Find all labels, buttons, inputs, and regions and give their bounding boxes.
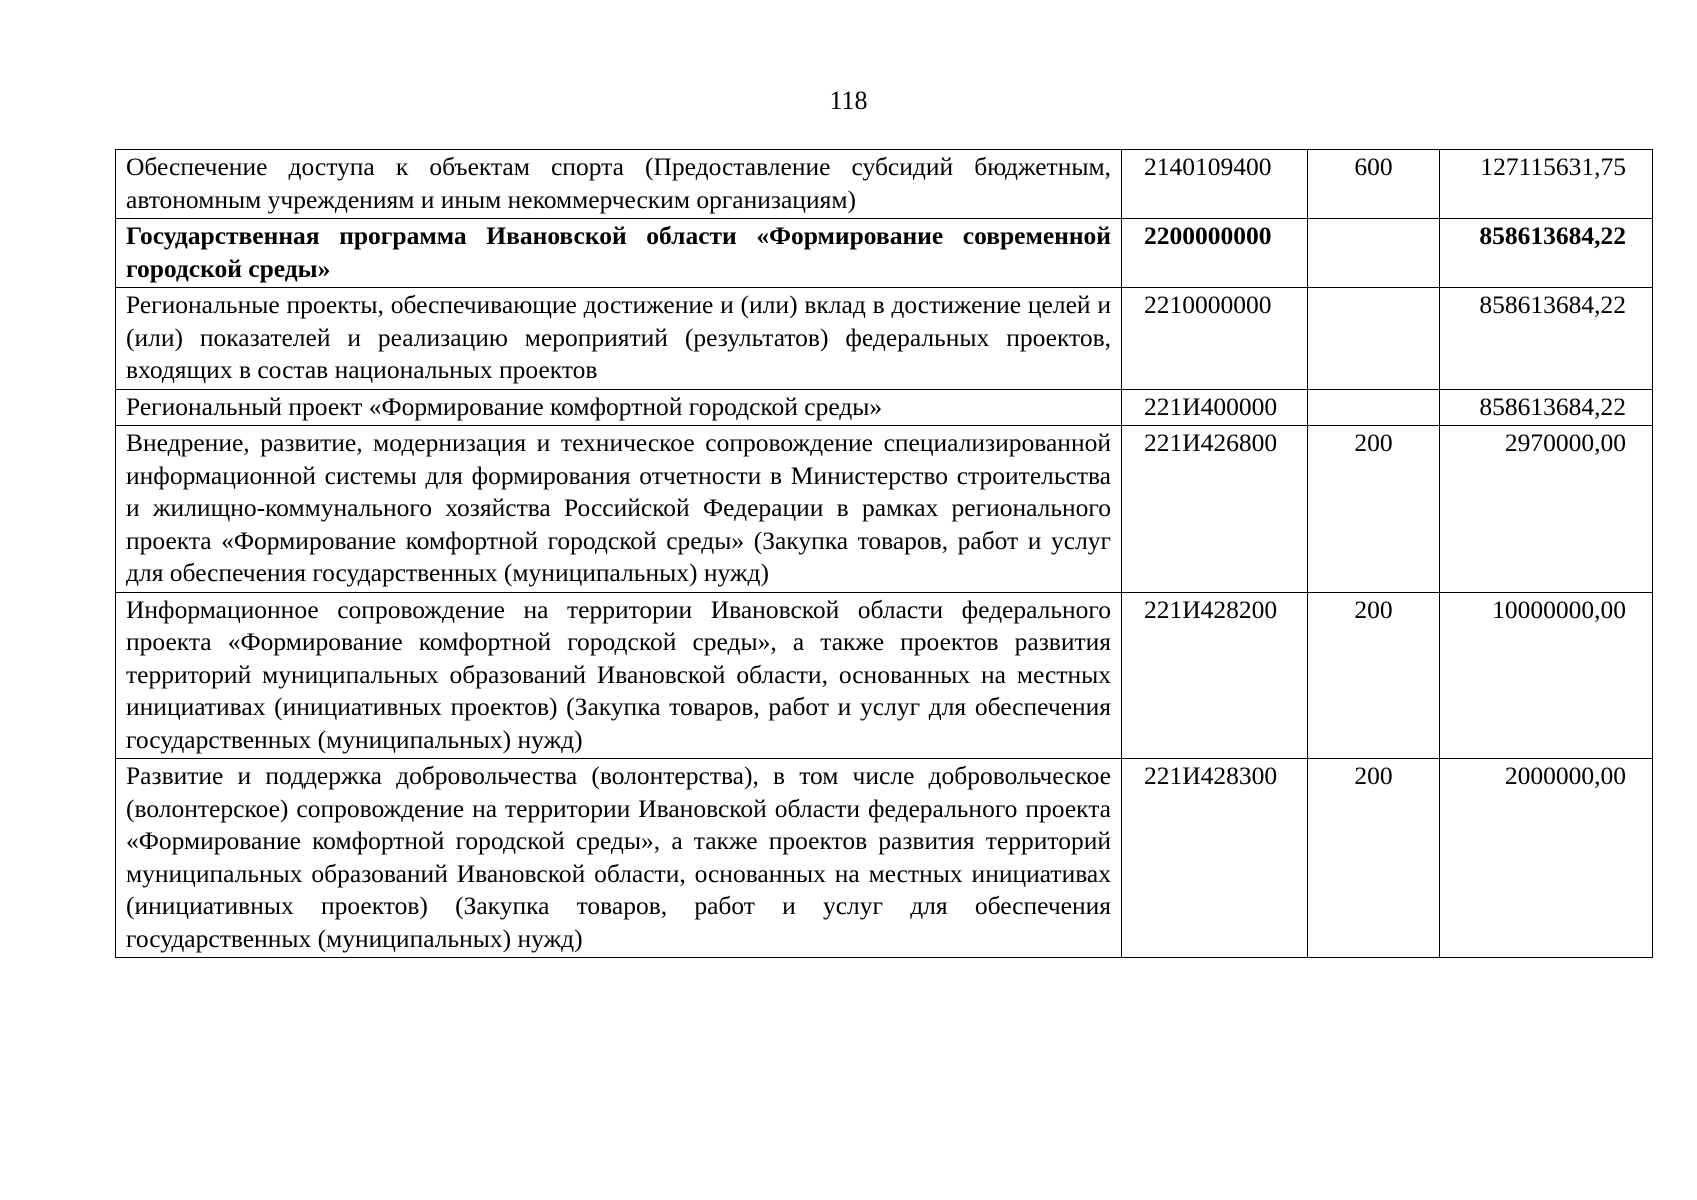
table-row	[116, 288, 1653, 390]
table-row	[116, 219, 1653, 288]
table-row	[116, 426, 1653, 593]
row-name-cell: Региональный проект «Формирование комфортной городской среды»	[116, 389, 1122, 426]
row-name-cell: Развитие и поддержка добровольчества (волонтерства), в том числе добровольческое (волонтерское) сопровождение на территории Ивановской области федерального проекта «Формирование комфортной городской среды», а также проектов развития территорий муниципальных образований Ивановской области, основанных на местных инициативах (инициативных проектов) (Закупка товаров, работ и услуг для обеспечения государственных (муниципальных) нужд)	[116, 759, 1122, 958]
row-type-cell: 200	[1308, 426, 1440, 593]
row-code-cell: 221И428300	[1122, 759, 1308, 958]
budget-table	[115, 149, 1653, 958]
row-name-cell: Государственная программа Ивановской области «Формирование современной городской среды»	[116, 219, 1122, 288]
row-sum-cell: 127115631,75	[1440, 150, 1653, 219]
row-name-cell: Региональные проекты, обеспечивающие достижение и (или) вклад в достижение целей и (или) показателей и реализацию мероприятий (результатов) федеральных проектов, входящих в состав национальных проектов	[116, 288, 1122, 390]
table-row	[116, 759, 1653, 958]
row-sum-cell: 2970000,00	[1440, 426, 1653, 593]
row-code-cell: 2140109400	[1122, 150, 1308, 219]
table-row	[116, 389, 1653, 426]
row-type-cell	[1308, 219, 1440, 288]
table-row	[116, 592, 1653, 759]
row-sum-cell: 10000000,00	[1440, 592, 1653, 759]
row-name-cell: Информационное сопровождение на территории Ивановской области федерального проекта «Формирование комфортной городской среды», а также проектов развития территорий муниципальных образований Ивановской области, основанных на местных инициативах (инициативных проектов) (Закупка товаров, работ и услуг для обеспечения государственных (муниципальных) нужд)	[116, 592, 1122, 759]
row-name-cell: Внедрение, развитие, модернизация и техническое сопровождение специализированной информационной системы для формирования отчетности в Министерство строительства и жилищно-коммунального хозяйства Российской Федерации в рамках регионального проекта «Формирование комфортной городской среды» (Закупка товаров, работ и услуг для обеспечения государственных (муниципальных) нужд)	[116, 426, 1122, 593]
row-code-cell: 221И428200	[1122, 592, 1308, 759]
row-type-cell: 200	[1308, 759, 1440, 958]
row-type-cell	[1308, 389, 1440, 426]
row-code-cell: 221И426800	[1122, 426, 1308, 593]
row-sum-cell: 2000000,00	[1440, 759, 1653, 958]
row-type-cell	[1308, 288, 1440, 390]
row-code-cell: 221И400000	[1122, 389, 1308, 426]
row-type-cell: 600	[1308, 150, 1440, 219]
row-sum-cell: 858613684,22	[1440, 219, 1653, 288]
row-type-cell: 200	[1308, 592, 1440, 759]
row-name-cell: Обеспечение доступа к объектам спорта (Предоставление субсидий бюджетным, автономным учреждениям и иным некоммерческим организациям)	[116, 150, 1122, 219]
row-sum-cell: 858613684,22	[1440, 288, 1653, 390]
row-code-cell: 2210000000	[1122, 288, 1308, 390]
row-sum-cell: 858613684,22	[1440, 389, 1653, 426]
row-code-cell: 2200000000	[1122, 219, 1308, 288]
table-row	[116, 150, 1653, 219]
page-number: 118	[829, 86, 868, 115]
